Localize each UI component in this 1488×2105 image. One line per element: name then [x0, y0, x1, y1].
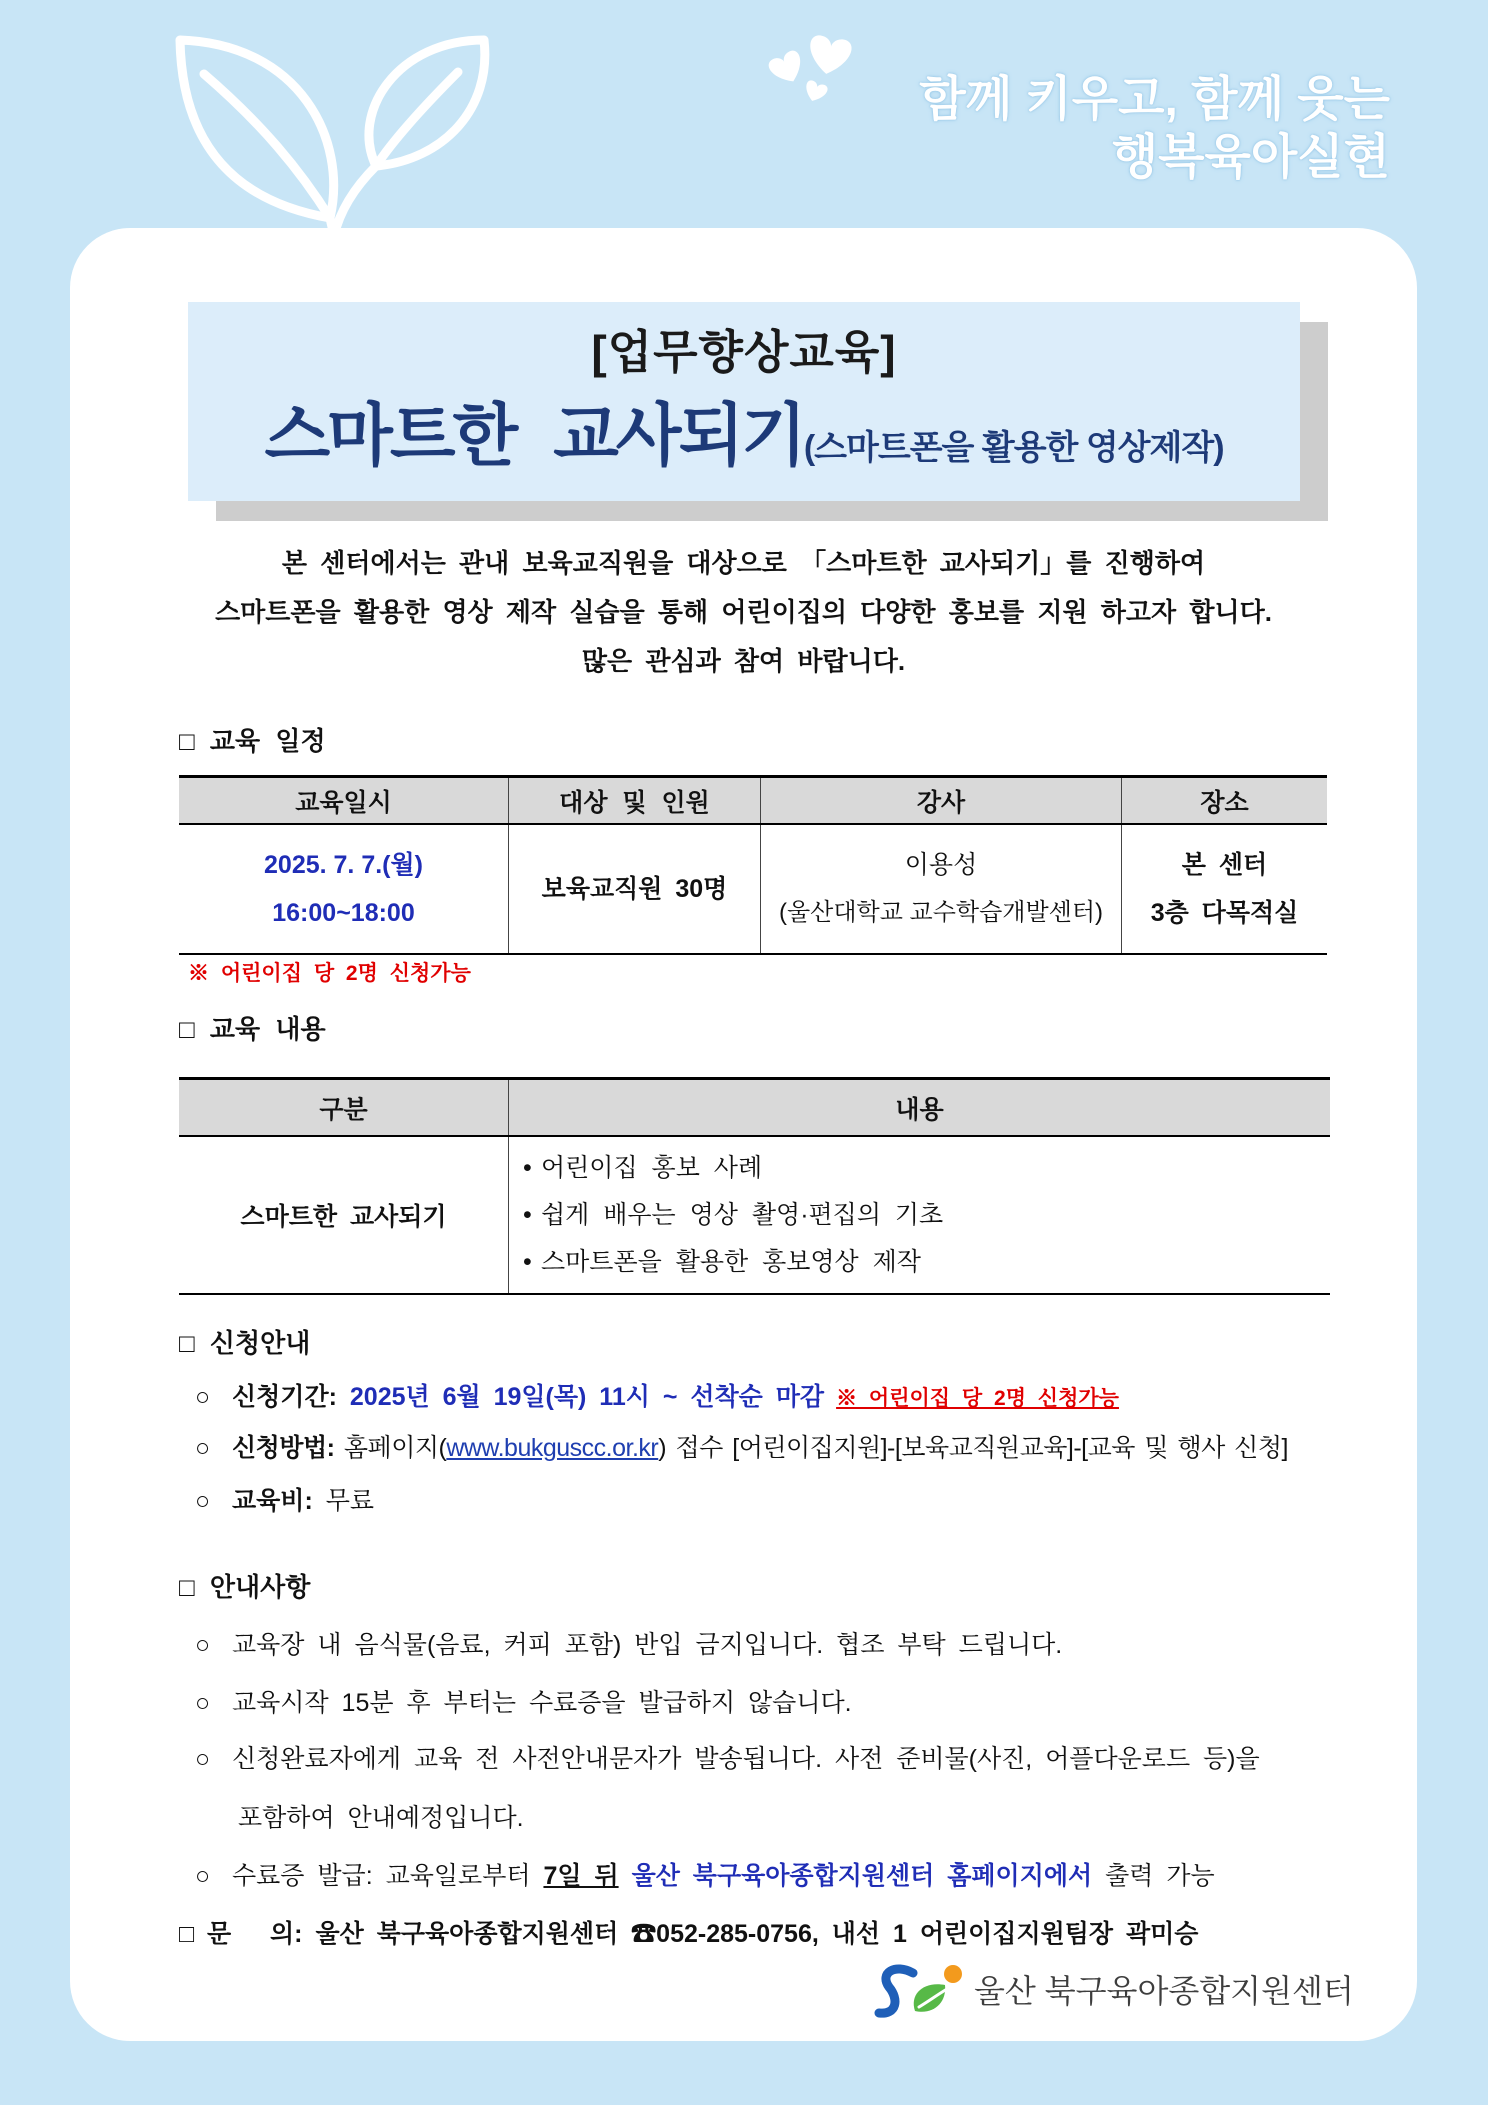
list-item-text: 스마트폰을 활용한 홍보영상 제작 — [541, 1247, 921, 1276]
notice-item — [195, 1625, 1062, 1665]
notice-text: 수료증 발급: 교육일로부터 — [232, 1862, 531, 1890]
period-note: ※ 어린이집 당 2명 신청가능 — [836, 1387, 1119, 1410]
schedule-header-instructor: 강사 — [761, 777, 1122, 825]
fee-value: 무료 — [325, 1487, 375, 1515]
notice-text: 교육장 내 음식물(음료, 커피 포함) 반입 금지입니다. 협조 부탁 드립니다. — [232, 1631, 1063, 1659]
application-heading: □ 신청안내 — [179, 1328, 311, 1358]
content-heading: □ 교육 내용 — [179, 1014, 326, 1044]
notice-suffix: 출력 가능 — [1105, 1862, 1215, 1890]
notice-text: 교육시작 15분 후 부터는 수료증을 발급하지 않습니다. — [232, 1689, 852, 1717]
intro-paragraph — [70, 539, 1417, 686]
period-label: 신청기간: — [232, 1383, 337, 1411]
notice-highlight: 울산 북구육아종합지원센터 홈페이지에서 — [631, 1862, 1093, 1890]
circle-marker: ○ — [195, 1434, 210, 1462]
list-item — [523, 1239, 1330, 1286]
place-line-2: 3층 다목적실 — [1150, 899, 1299, 927]
title-subtitle: (스마트폰을 활용한 영상제작) — [803, 429, 1224, 467]
list-item-text: 쉽게 배우는 영상 촬영·편집의 기초 — [541, 1200, 944, 1229]
period-value: 2025년 6월 19일(목) 11시 ~ 선착순 마감 — [349, 1383, 825, 1411]
schedule-note: ※ 어린이집 당 2명 신청가능 — [188, 962, 471, 985]
leaf-outline-icon — [180, 40, 485, 236]
method-suffix: ) 접수 [어린이집지원]-[보육교직원교육]-[교육 및 행사 신청] — [658, 1434, 1288, 1462]
slogan — [919, 71, 1390, 187]
content-header-detail: 내용 — [509, 1079, 1331, 1137]
bullet: • — [523, 1200, 532, 1229]
application-method — [195, 1428, 1288, 1468]
schedule-header-row — [179, 777, 1327, 825]
content-header-row — [179, 1079, 1330, 1137]
intro-line-2: 스마트폰을 활용한 영상 제작 실습을 통해 어린이집의 다양한 홍보를 지원 하고자 합니다. — [215, 597, 1272, 627]
notice-item — [195, 1856, 1215, 1896]
notice-text: 신청완료자에게 교육 전 사전안내문자가 발송됩니다. 사전 준비물(사진, 어플다운로드 등)을 — [232, 1745, 1260, 1773]
center-logo-text: 울산 북구육아종합지원센터 — [974, 1973, 1354, 2009]
notice-underlined: 7일 뒤 — [543, 1862, 619, 1890]
schedule-time: 16:00~18:00 — [272, 899, 415, 927]
center-logo-icon — [873, 1961, 969, 2023]
schedule-header-target: 대상 및 인원 — [509, 777, 761, 825]
content-list-cell — [509, 1136, 1331, 1294]
schedule-date: 2025. 7. 7.(월) — [264, 851, 423, 879]
bullet: • — [523, 1153, 532, 1182]
list-item-text: 어린이집 홍보 사례 — [541, 1153, 763, 1182]
schedule-instructor-cell — [761, 824, 1122, 954]
notices-heading: □ 안내사항 — [179, 1572, 311, 1602]
circle-marker: ○ — [195, 1631, 211, 1659]
application-fee — [195, 1481, 374, 1521]
title-row — [188, 390, 1300, 501]
place-line-1: 본 센터 — [1181, 851, 1268, 879]
schedule-place-cell — [1122, 824, 1328, 954]
schedule-heading: □ 교육 일정 — [179, 726, 326, 756]
contact-label: □ 문 의: — [179, 1920, 303, 1948]
content-category: 스마트한 교사되기 — [240, 1203, 447, 1231]
title-box — [188, 302, 1300, 501]
schedule-table — [179, 775, 1327, 955]
intro-line-3: 많은 관심과 참여 바랍니다. — [581, 646, 906, 676]
content-row — [179, 1136, 1330, 1294]
fee-label: 교육비: — [232, 1487, 313, 1515]
notice-item — [195, 1739, 1260, 1779]
content-header-category: 구분 — [179, 1079, 509, 1137]
contact-line — [179, 1914, 1198, 1954]
circle-marker: ○ — [195, 1862, 211, 1890]
instructor-name: 이용성 — [904, 851, 978, 879]
poster-card — [70, 228, 1417, 2041]
schedule-header-place: 장소 — [1122, 777, 1328, 825]
schedule-header-datetime: 교육일시 — [179, 777, 509, 825]
schedule-row — [179, 824, 1327, 954]
slogan-line-2: 행복육아실현 — [1111, 131, 1390, 184]
list-item — [523, 1145, 1330, 1192]
content-category-cell — [179, 1136, 509, 1294]
schedule-target-cell — [509, 824, 761, 954]
content-table — [179, 1077, 1330, 1295]
instructor-affiliation: (울산대학교 교수학습개발센터) — [778, 899, 1104, 926]
circle-marker: ○ — [195, 1383, 211, 1411]
schedule-target: 보육교직원 30명 — [541, 875, 728, 903]
schedule-datetime-cell — [179, 824, 509, 954]
circle-marker: ○ — [195, 1487, 211, 1515]
slogan-line-1: 함께 키우고, 함께 웃는 — [919, 73, 1390, 126]
homepage-link[interactable]: www.bukguscc.or.kr — [446, 1434, 659, 1462]
list-item — [523, 1192, 1330, 1239]
notice-item — [195, 1683, 852, 1723]
title-category: [업무향상교육] — [591, 326, 897, 378]
bullet: • — [523, 1247, 532, 1276]
intro-line-1: 본 센터에서는 관내 보육교직원을 대상으로 「스마트한 교사되기」를 진행하여 — [281, 548, 1206, 578]
application-period — [195, 1377, 1119, 1419]
method-prefix: 홈페이지( — [343, 1434, 447, 1462]
heart-icon — [766, 34, 853, 105]
title-main: 스마트한 교사되기 — [264, 398, 804, 474]
circle-marker: ○ — [195, 1745, 211, 1773]
circle-marker: ○ — [195, 1689, 211, 1717]
notice-item-continuation: 포함하여 안내예정입니다. — [238, 1804, 524, 1832]
contact-text: 울산 북구육아종합지원센터 ☎052-285-0756, 내선 1 어린이집지원팀장 곽미승 — [315, 1920, 1199, 1948]
method-label: 신청방법: — [232, 1434, 335, 1462]
